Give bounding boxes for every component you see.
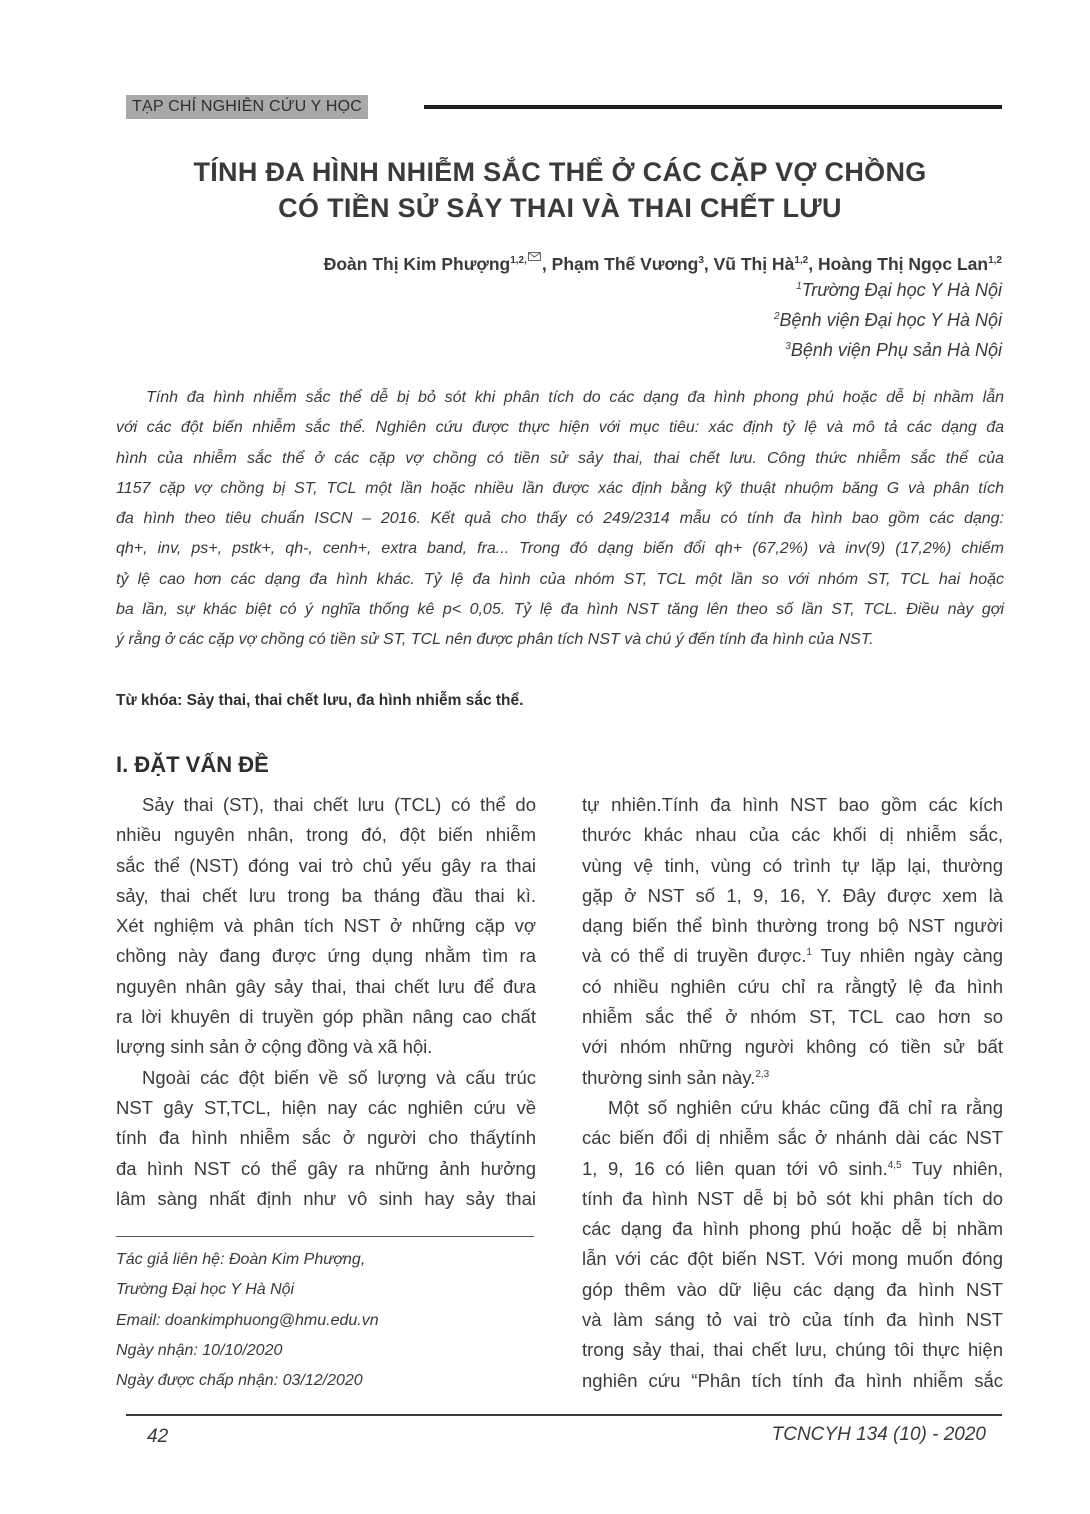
body-line: chồng này đang được ứng dụng nhằm tìm ra [116, 945, 536, 967]
affiliation [774, 310, 1002, 331]
body-line: lâm sàng nhất định như vô sinh hay sảy thai [116, 1187, 536, 1209]
body-line: sắc thể (NST) đóng vai trò chủ yếu gây ra thai [116, 854, 536, 876]
abstract-line: tỷ lệ cao hơn các dạng đa hình khác. Tỷ lệ đa hình của nhóm ST, TCL một lần so với nhóm ST, TCL hai hoặc [116, 570, 1004, 588]
journal-header [126, 95, 1002, 119]
body-column-left [116, 790, 536, 1214]
title-line-2: CÓ TIỀN SỬ SẢY THAI VÀ THAI CHẾT LƯU [278, 193, 842, 223]
body-line: Sảy thai (ST), thai chết lưu (TCL) có thể do [142, 794, 536, 815]
author-name: Hoàng Thị Ngọc Lan [817, 254, 989, 274]
affiliation-text: Bệnh viện Đại học Y Hà Nội [779, 310, 1002, 330]
abstract-line: 1157 cặp vợ chồng bị ST, TCL một lần hoặc nhiều lần được xác định bằng kỹ thuật nhuộm băng G và phân tích [116, 479, 1004, 497]
body-line: Xét nghiệm và phân tích NST ở những cặp vợ [116, 915, 536, 937]
body-line: lẫn với các đột biến NST. Với mong muốn đóng [582, 1248, 1003, 1270]
author-name: Đoàn Thị Kim Phượng [323, 254, 511, 274]
author-affil-sup: 3 [698, 255, 704, 267]
keywords: Từ khóa: Sảy thai, thai chết lưu, đa hình nhiễm sắc thể. [116, 692, 524, 709]
title-line-1: TÍNH ĐA HÌNH NHIỄM SẮC THỂ Ở CÁC CẶP VỢ CHỒNG [193, 157, 927, 187]
footer-rule [126, 1414, 1002, 1416]
abstract [116, 383, 1004, 656]
page-number: 42 [147, 1426, 169, 1447]
affiliation-text: Bệnh viện Phụ sản Hà Nội [790, 340, 1002, 360]
body-text: và có thể di truyền được. [582, 945, 807, 967]
author-affil-sup: 1,2 [988, 255, 1002, 267]
footnote-divider [116, 1236, 534, 1237]
citation-ref: 1 [806, 947, 812, 959]
body-text: thường sinh sản này. [582, 1066, 756, 1088]
author-name: Phạm Thế Vương [551, 254, 699, 274]
body-column-right [582, 790, 1003, 1396]
body-line: tính đa hình NST dễ bị bỏ sót khi phân tích do [582, 1187, 1003, 1209]
body-line: góp thêm vào dữ liệu các dạng đa hình NST [582, 1278, 1003, 1300]
body-line [582, 1154, 1003, 1184]
article-title [60, 154, 1060, 226]
body-line: tính đa hình nhiễm sắc ở người cho thấytính [116, 1127, 536, 1149]
body-line: nhiều nguyên nhân, trong đó, đột biến nhiễm [116, 824, 536, 846]
footnote-line: Ngày được chấp nhận: 03/12/2020 [116, 1372, 363, 1390]
affiliation-sup: 3 [785, 341, 791, 352]
abstract-line: ý rằng ở các cặp vợ chồng có tiền sử ST, TCL nên được phân tích NST và chú ý đến tính đa hình của NST. [116, 631, 874, 649]
body-line: NST gây ST,TCL, hiện nay các nghiên cứu về [116, 1096, 536, 1118]
affiliation [785, 340, 1002, 361]
abstract-line: Tính đa hình nhiễm sắc thể dễ bị bỏ sót khi phân tích do các dạng đa hình phong phú hoặc dễ bị nhầm lẫn [146, 389, 1004, 406]
author-affil-sup: 1,2 [794, 255, 809, 267]
citation-ref: 4,5 [887, 1159, 902, 1171]
journal-issue-ref: TCNCYH 134 (10) - 2020 [771, 1424, 986, 1445]
correspondence-footnote [116, 1245, 379, 1396]
body-line: sảy, thai chết lưu trong ba tháng đầu thai kì. [116, 884, 536, 906]
body-line: với nhóm những người không có tiền sử bất [582, 1036, 1003, 1058]
affiliation [796, 280, 1002, 301]
affiliation-sup: 1 [796, 281, 802, 292]
abstract-line: với các đột biến nhiễm sắc thể. Nghiên cứu được thực hiện với mục tiêu: xác định tỷ lệ và mô tả các dạng đa [116, 419, 1004, 437]
footnote-line: Trường Đại học Y Hà Nội [116, 1281, 295, 1299]
body-line: nhiễm sắc thể ở nhóm ST, TCL cao hơn so [582, 1006, 1003, 1028]
body-line: Một số nghiên cứu khác cũng đã chỉ ra rằng [608, 1096, 1003, 1118]
section-heading: I. ĐẶT VẤN ĐỀ [116, 752, 269, 777]
body-line [582, 1063, 1003, 1093]
body-text: 1, 9, 16 có liên quan tới vô sinh. [582, 1157, 888, 1179]
body-line: ra lời khuyên di truyền góp phần nâng cao chất [116, 1006, 536, 1028]
body-line: tự nhiên.Tính đa hình NST bao gồm các kích [582, 794, 1003, 815]
body-line: vùng vệ tinh, vùng có trình tự lặp lại, thường [582, 854, 1003, 876]
header-rule [424, 105, 1002, 109]
body-line: gặp ở NST số 1, 9, 16, Y. Đây được xem là [582, 884, 1003, 906]
journal-name: TẠP CHÍ NGHIÊN CỨU Y HỌC [126, 95, 368, 119]
abstract-line: qh+, inv, ps+, pstk+, qh-, cenh+, extra band, fra... Trong đó dạng biến đổi qh+ (67,2%) và inv(9) (17,2%) chiếm [116, 540, 1004, 558]
body-line: đa hình NST có thể gây ra những ảnh hưởng [116, 1157, 536, 1179]
envelope-icon [528, 252, 541, 261]
footnote-line: Email: doankimphuong@hmu.edu.vn [116, 1311, 379, 1329]
author-list: Đoàn Thị Kim Phượng$^{1,2,}$ , Phạm Thế Vương$^3$, Vũ Thị Hà$^{1,2}$, Hoàng Thị Ngọc Lan$^{1,2}$ [323, 254, 1002, 274]
body-line: nghiên cứu “Phân tích tính đa hình nhiễm sắc [582, 1369, 1003, 1391]
body-line: có nhiều nghiên cứu chỉ ra rằngtỷ lệ đa hình [582, 975, 1003, 997]
body-line: dạng biến thể bình thường trong bộ NST người [582, 915, 1003, 937]
body-text: Tuy nhiên ngày càng [811, 945, 1003, 967]
body-line: các dạng đa hình phong phú hoặc dễ bị nhầm [582, 1218, 1003, 1240]
body-line: các biến đổi dị nhiễm sắc ở nhánh dài các NST [582, 1127, 1003, 1149]
body-text: Tuy nhiên, [901, 1157, 1003, 1179]
abstract-line: đa hình theo tiêu chuẩn ISCN – 2016. Kết quả cho thấy có 249/2314 mẫu có tính đa hình bao gồm các dạng: [116, 510, 1004, 528]
author-name: Vũ Thị Hà [713, 254, 795, 274]
abstract-line: hình của nhiễm sắc thể ở các cặp vợ chồng có tiền sử sảy thai, thai chết lưu. Công thức nhiễm sắc thể của [116, 449, 1004, 467]
body-line [582, 941, 1003, 971]
body-line: nguyên nhân gây sảy thai, thai chết lưu để đưa [116, 975, 536, 997]
footnote-line: Ngày nhận: 10/10/2020 [116, 1341, 283, 1359]
body-line: và làm sáng tỏ vai trò của tính đa hình NST [582, 1309, 1003, 1331]
body-line: lượng sinh sản ở cộng đồng và xã hội. [116, 1036, 433, 1058]
affiliation-sup: 2 [773, 311, 780, 322]
body-line: trong sảy thai, thai chết lưu, chúng tôi thực hiện [582, 1339, 1003, 1361]
body-line: Ngoài các đột biến về số lượng và cấu trúc [142, 1066, 536, 1088]
footnote-line: Tác giả liên hệ: Đoàn Kim Phượng, [116, 1251, 366, 1268]
author-affil-sup: 1,2, [510, 255, 527, 267]
body-line: thước khác nhau của các khối dị nhiễm sắc, [582, 824, 1003, 846]
abstract-line: ba lần, sự khác biệt có ý nghĩa thống kê p< 0,05. Tỷ lệ đa hình NST tăng lên theo số lần ST, TCL. Điều này gợi [116, 601, 1004, 619]
affiliation-text: Trường Đại học Y Hà Nội [801, 280, 1002, 300]
citation-ref: 2,3 [755, 1068, 770, 1080]
